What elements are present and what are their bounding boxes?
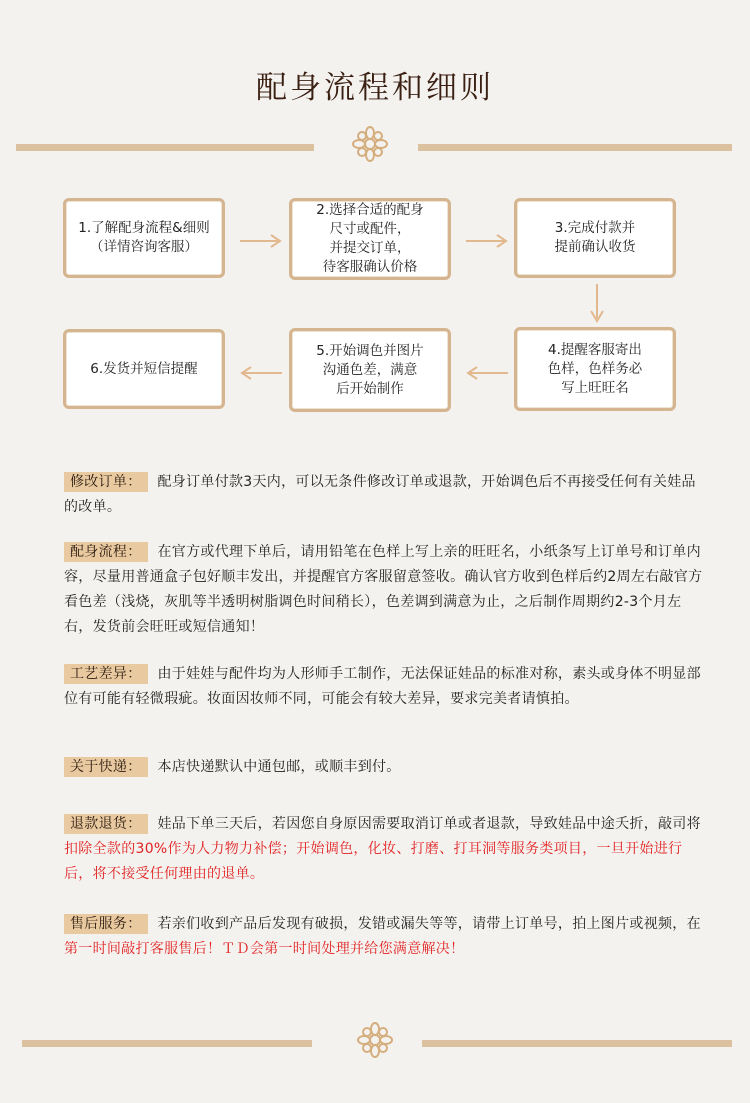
section-shipping — [64, 755, 704, 780]
arrow-right-icon — [464, 234, 510, 248]
flow-step-6-text: 6.发货并短信提醒 — [90, 360, 198, 377]
section-process — [64, 540, 704, 640]
flow-step-3 — [514, 198, 676, 278]
arrow-left-icon — [464, 366, 510, 380]
section-label: 工艺差异： — [64, 664, 148, 684]
top-divider-right — [418, 144, 732, 151]
flower-ornament-icon — [357, 1022, 393, 1058]
section-label: 售后服务： — [64, 914, 148, 934]
flower-ornament-icon — [352, 126, 388, 162]
section-label: 退款退货： — [64, 814, 148, 834]
flow-step-6 — [63, 329, 225, 409]
section-label: 配身流程： — [64, 542, 148, 562]
section-text-highlight: 第一时间敲打客服售后！ＴＤ会第一时间处理并给您满意解决！ — [64, 941, 465, 957]
flow-step-5 — [289, 328, 451, 412]
flow-step-3-text: 3.完成付款并 提前确认收货 — [554, 220, 636, 255]
flow-step-2 — [289, 198, 451, 280]
section-text: 由于娃娃与配件均为人形师手工制作，无法保证娃品的标准对称，素头或身体不明显部位有可能有轻微瑕疵。妆面因妆师不同，可能会有较大差异，要求完美者请慎拍。 — [64, 666, 701, 707]
section-label: 修改订单： — [64, 472, 148, 492]
arrow-right-icon — [238, 234, 284, 248]
section-refund — [64, 812, 704, 887]
section-label: 关于快递： — [64, 757, 148, 777]
flow-step-4 — [514, 327, 676, 411]
bottom-divider-right — [422, 1040, 732, 1047]
arrow-down-icon — [590, 282, 604, 324]
section-text-highlight: 扣除全款的30%作为人力物力补偿；开始调色，化妆、打磨、打耳洞等服务类项目，一旦开始进行后，将不接受任何理由的退单。 — [64, 841, 683, 882]
section-text: 配身订单付款3天内，可以无条件修改订单或退款，开始调色后不再接受任何有关娃品的改单。 — [64, 474, 696, 515]
flow-step-1-text: 1.了解配身流程&细则 （详情咨询客服） — [78, 220, 210, 255]
section-modify-order — [64, 470, 704, 520]
flow-step-1 — [63, 198, 225, 278]
flow-step-4-text: 4.提醒客服寄出 色样，色样务必 写上旺旺名 — [547, 341, 643, 396]
section-text: 娃品下单三天后，若因您自身原因需要取消订单或者退款，导致娃品中途夭折，敲司将 — [157, 816, 701, 832]
section-text: 在官方或代理下单后，请用铅笔在色样上写上亲的旺旺名，小纸条写上订单号和订单内容，尽量用普通盒子包好顺丰发出，并提醒官方客服留意签收。确认官方收到色样后约2周左右敲官方看色差（浅烧，灰肌等半透明树脂调色时间稍长），色差调到满意为止，之后制作周期约2-3个月左右，发货前会旺旺或短信通知！ — [64, 544, 703, 635]
section-craft — [64, 662, 704, 712]
page-title: 配身流程和细则 — [256, 70, 494, 106]
arrow-left-icon — [238, 366, 284, 380]
top-divider-left — [16, 144, 314, 151]
section-aftersale — [64, 912, 704, 962]
section-text: 本店快递默认中通包邮，或顺丰到付。 — [157, 759, 401, 775]
section-text: 若亲们收到产品后发现有破损，发错或漏失等等，请带上订单号，拍上图片或视频，在 — [157, 916, 701, 932]
flow-step-5-text: 5.开始调色并图片 沟通色差，满意 后开始制作 — [316, 342, 424, 397]
bottom-divider-left — [22, 1040, 312, 1047]
flow-step-2-text: 2.选择合适的配身 尺寸或配件， 并提交订单， 待客服确认价格 — [316, 202, 424, 275]
